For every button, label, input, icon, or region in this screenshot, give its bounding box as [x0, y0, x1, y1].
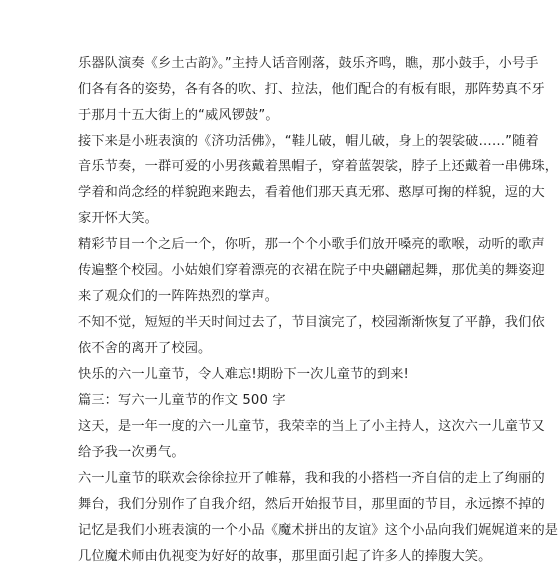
- text-line-5: 音乐节奏，一群可爱的小男孩戴着黑帽子，穿着蓝袈裟，脖子上还戴着一串佛珠，: [78, 159, 558, 174]
- text-line-17: 六一儿童节的联欢会徐徐拉开了帷幕，我和我的小搭档一齐自信的走上了绚丽的: [78, 471, 545, 486]
- text-line-18: 舞台，我们分别作了自我介绍，然后开始报节目，那里面的节目，永远擦不掉的: [78, 497, 545, 512]
- text-line-13: 快乐的六一儿童节，令人难忘!期盼下一次儿童节的到来!: [78, 367, 409, 382]
- text-line-19: 记忆是我们小班表演的一个小品《魔术拼出的友谊》这个小品向我们娓娓道来的是: [78, 523, 558, 538]
- text-line-11: 不知不觉，短短的半天时间过去了，节目演完了，校园渐渐恢复了平静，我们依: [78, 315, 545, 330]
- text-line-15: 这天，是一年一度的六一儿童节，我荣幸的当上了小主持人，这次六一儿童节又: [78, 419, 545, 434]
- text-line-1: 乐器队演奏《乡土古韵》。”主持人话音刚落，鼓乐齐鸣，瞧，那小鼓手，小号手: [78, 56, 539, 71]
- text-line-8: 精彩节目一个之后一个，你听，那一个个小歌手们放开嗓亮的歌喉，动听的歌声: [78, 237, 545, 252]
- text-line-3: 于那月十五大街上的“威风锣鼓”。: [78, 108, 279, 123]
- text-line-7: 家开怀大笑。: [78, 211, 159, 226]
- text-line-20: 几位魔术师由仇视变为好好的故事，那里面引起了许多人的捧腹大笑。: [78, 549, 492, 564]
- text-line-9: 传遍整个校园。小姑娘们穿着漂亮的衣裙在院子中央翩翩起舞，那优美的舞姿迎: [78, 263, 545, 278]
- text-line-6: 学着和尚念经的样貌跑来跑去，看着他们那天真无邪、憨厚可掬的样貌，逗的大: [78, 185, 545, 200]
- section-heading: 篇三：写六一儿童节的作文 500 字: [78, 393, 286, 408]
- text-line-16: 给予我一次勇气。: [78, 445, 185, 460]
- text-line-2: 们各有各的姿势，各有各的吹、打、拉法，他们配合的有板有眼，那阵势真不牙: [78, 82, 545, 97]
- text-line-4: 接下来是小班表演的《济功活佛》，“鞋儿破，帽儿破，身上的袈裟破……”随着: [78, 134, 539, 149]
- text-line-12: 依不舍的离开了校园。: [78, 341, 212, 356]
- text-line-10: 来了观众们的一阵阵热烈的掌声。: [78, 289, 279, 304]
